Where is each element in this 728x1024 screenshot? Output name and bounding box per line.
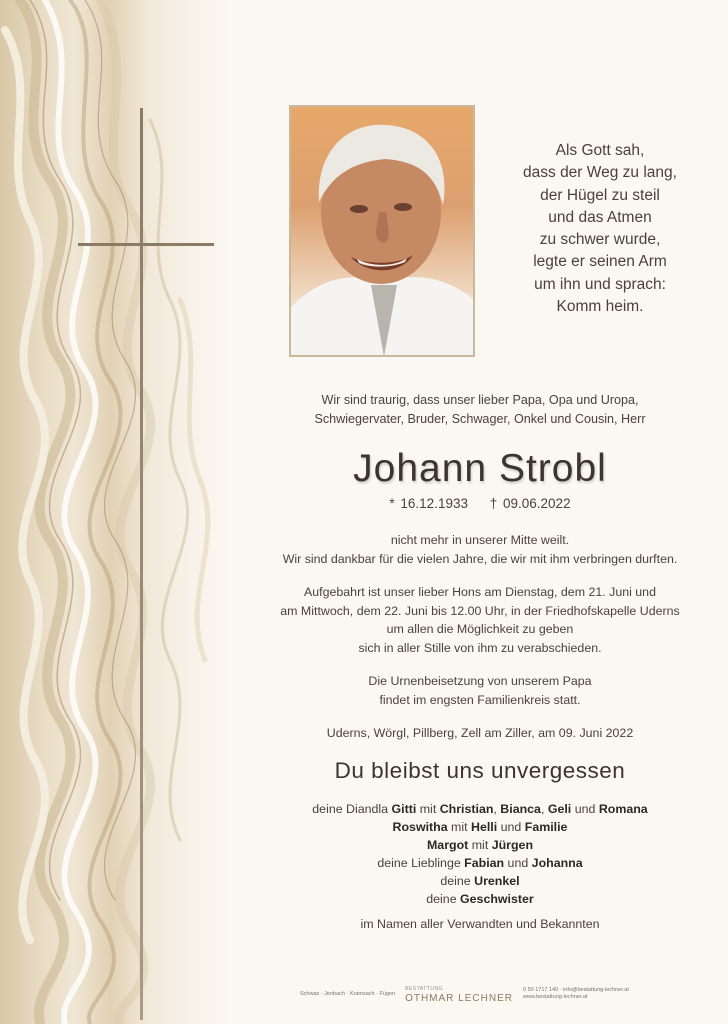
text-line: sich in aller Stille von ihm zu verabschieden. bbox=[358, 640, 602, 655]
marble-border bbox=[0, 0, 230, 1024]
poem-line: um ihn und sprach: bbox=[534, 275, 666, 293]
text-line: nicht mehr in unserer Mitte weilt. bbox=[390, 533, 570, 547]
footer-contact bbox=[523, 987, 629, 1001]
poem-line: dass der Weg zu lang, bbox=[523, 164, 677, 182]
deceased-name: Johann Strobl bbox=[353, 447, 607, 490]
birth-date: * 16.12.1933 bbox=[389, 496, 468, 511]
portrait-illustration bbox=[291, 107, 475, 357]
motto-heading: Du bleibst uns unvergessen bbox=[334, 758, 626, 783]
family-line: deine Lieblinge Fabian und Johanna bbox=[377, 856, 583, 870]
family-line: deine Geschwister bbox=[426, 892, 534, 906]
poem-line: Als Gott sah, bbox=[555, 142, 645, 159]
funeral-home-footer bbox=[300, 985, 720, 1003]
marble-veins bbox=[0, 0, 230, 1024]
text-line: Wir sind dankbar für die vielen Jahre, die wir mit ihm verbringen durften. bbox=[282, 551, 678, 566]
text-line: findet im engsten Familienkreis statt. bbox=[379, 692, 581, 707]
closing-text: im Namen aller Verwandten und Bekannten bbox=[360, 917, 600, 931]
intro-text bbox=[260, 391, 700, 429]
family-list bbox=[260, 800, 700, 908]
intro-line: Wir sind traurig, dass unser lieber Papa, Opa und Uropa, bbox=[321, 393, 639, 407]
paragraph-burial bbox=[260, 672, 700, 709]
logo-name: OTHMAR LECHNER bbox=[405, 993, 513, 1004]
portrait-photo bbox=[289, 105, 475, 357]
family-line: Margot mit Jürgen bbox=[426, 838, 534, 852]
logo-small-text: BESTATTUNG bbox=[405, 986, 443, 992]
family-line: deine Urenkel bbox=[440, 874, 520, 888]
poem-line: und das Atmen bbox=[548, 208, 652, 226]
paragraph-remembrance bbox=[260, 531, 700, 568]
poem bbox=[485, 140, 715, 318]
intro-line: Schwiegervater, Bruder, Schwager, Onkel und Cousin, Herr bbox=[314, 412, 646, 426]
paragraph-viewing bbox=[260, 583, 700, 657]
contact-website: www.bestattung-lechner.at bbox=[522, 994, 588, 1000]
death-date: † 09.06.2022 bbox=[489, 496, 571, 511]
contact-phone-email: 0 50 1717 140 · info@bestattung-lechner.at bbox=[522, 987, 629, 993]
poem-line: der Hügel zu steil bbox=[540, 186, 660, 204]
poem-line: Komm heim. bbox=[556, 298, 644, 316]
family-line: deine Diandla Gitti mit Christian, Bianca, Geli und Romana bbox=[312, 802, 648, 816]
text-line: Aufgebahrt ist unser lieber Hons am Dienstag, dem 21. Juni und bbox=[304, 585, 656, 599]
text-line: Die Urnenbeisetzung von unserem Papa bbox=[368, 674, 592, 688]
family-line: Roswitha mit Helli und Familie bbox=[392, 820, 568, 834]
poem-line: legte er seinen Arm bbox=[533, 253, 667, 271]
life-dates bbox=[260, 496, 700, 511]
poem-line: zu schwer wurde, bbox=[539, 231, 661, 249]
funeral-home-logo bbox=[405, 985, 513, 1003]
place-and-date: Uderns, Wörgl, Pillberg, Zell am Ziller, am 09. Juni 2022 bbox=[326, 726, 634, 740]
footer-locations: Schwaz · Jenbach · Kramsach · Fügen bbox=[300, 991, 396, 997]
cross-horizontal-beam bbox=[78, 243, 214, 246]
text-line: um allen die Möglichkeit zu geben bbox=[386, 622, 574, 636]
text-line: am Mittwoch, dem 22. Juni bis 12.00 Uhr, in der Friedhofskapelle Uderns bbox=[280, 603, 680, 618]
